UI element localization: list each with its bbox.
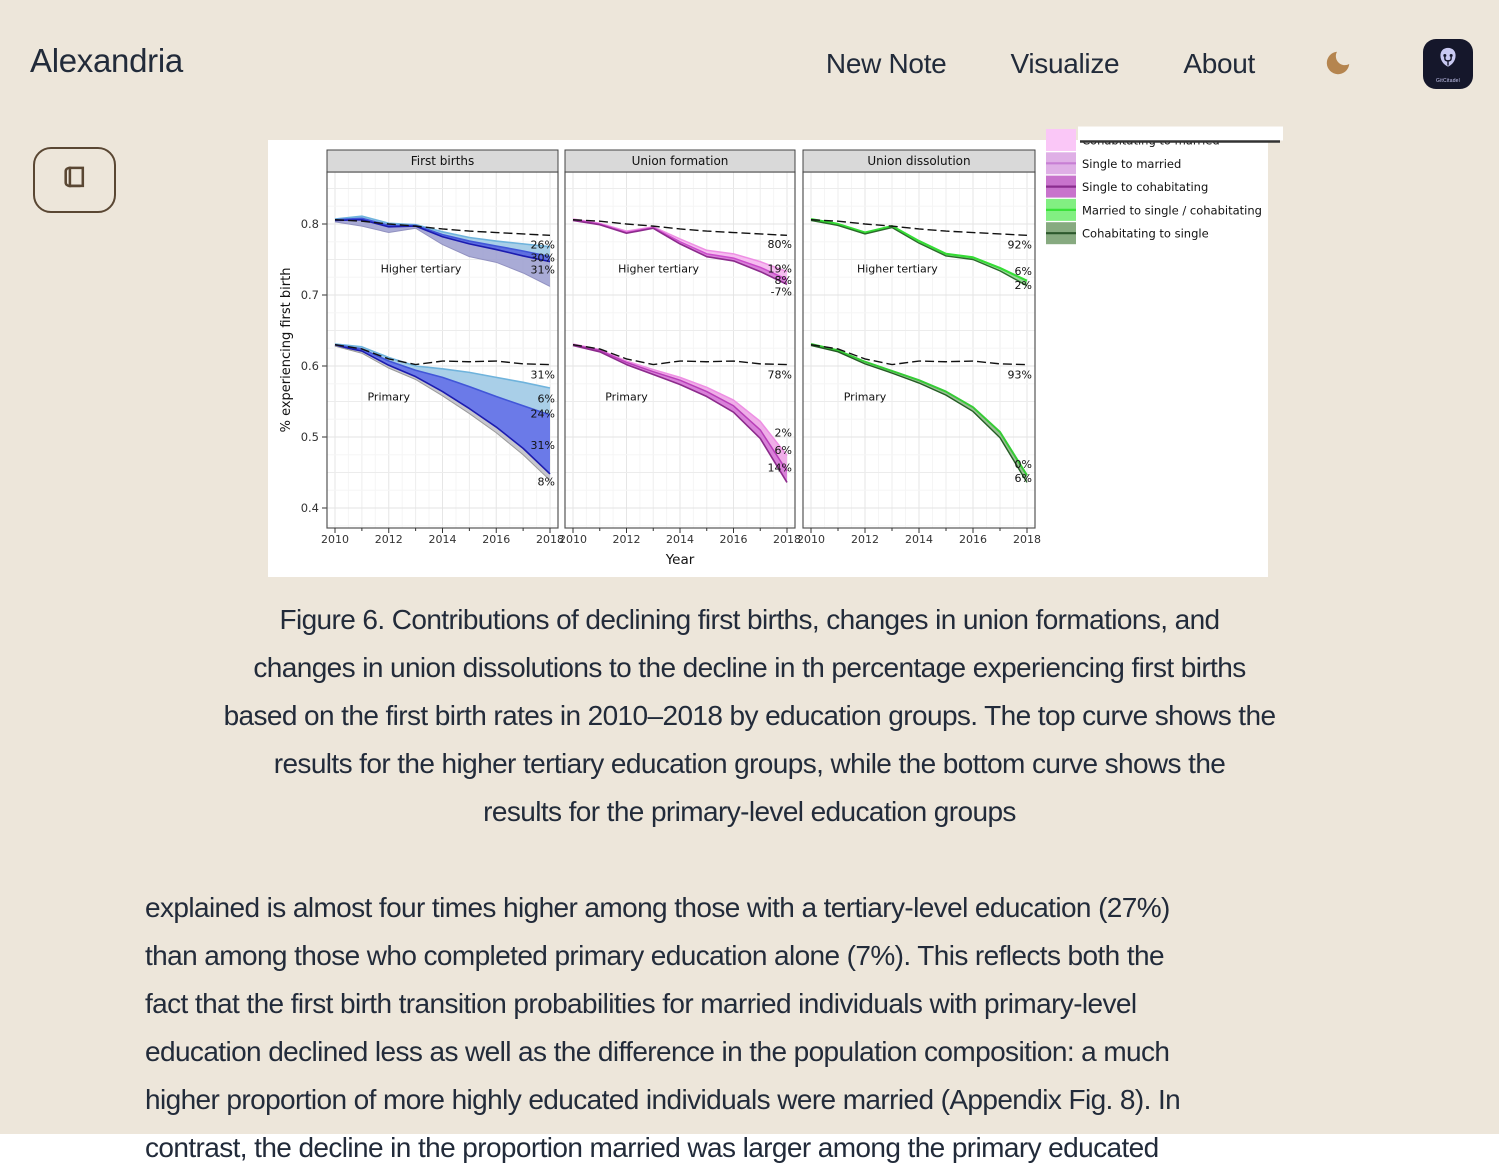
svg-text:78%: 78%	[767, 368, 792, 382]
svg-text:0.6: 0.6	[300, 359, 319, 373]
paragraph-line: fact that the first birth transition probabilities for married individuals with primary-level	[145, 988, 1137, 1019]
book-icon	[57, 161, 93, 200]
svg-text:2012: 2012	[851, 533, 879, 546]
svg-text:31%: 31%	[530, 368, 555, 382]
svg-text:Primary: Primary	[605, 390, 648, 404]
svg-text:19%: 19%	[767, 262, 792, 276]
nav-visualize[interactable]: Visualize	[1010, 48, 1120, 79]
paragraph-line: education declined less as well as the difference in the population composition: a much	[145, 1036, 1170, 1067]
svg-text:2016: 2016	[719, 533, 748, 546]
svg-text:2018: 2018	[1013, 533, 1041, 546]
svg-text:% experiencing first birth: % experiencing first birth	[279, 267, 294, 433]
svg-text:8%: 8%	[774, 274, 792, 288]
article-paragraph	[145, 884, 1180, 1172]
svg-text:2010: 2010	[321, 533, 349, 546]
svg-text:Union dissolution: Union dissolution	[867, 154, 971, 168]
app-title[interactable]: Alexandria	[30, 42, 183, 79]
svg-text:First births: First births	[410, 154, 475, 168]
gitcitadel-logo[interactable]	[1423, 39, 1473, 89]
figure-svg	[268, 140, 1268, 577]
caption-line: Figure 6. Contributions of declining first births, changes in union formations, and	[279, 604, 1220, 635]
svg-text:0.5: 0.5	[300, 430, 319, 444]
svg-text:24%: 24%	[530, 407, 555, 421]
svg-text:2012: 2012	[612, 533, 641, 546]
svg-text:2012: 2012	[374, 533, 403, 546]
caption-line: based on the first birth rates in 2010–2018 by education groups. The top curve shows the	[223, 700, 1276, 731]
reader-mode-button[interactable]	[33, 147, 116, 213]
svg-text:Married to single / cohabitati: Married to single / cohabitating	[1082, 203, 1262, 218]
svg-text:-7%: -7%	[770, 285, 792, 299]
caption-line: changes in union dissolutions to the decline in th percentage experiencing first births	[253, 652, 1246, 683]
svg-text:6%: 6%	[1014, 472, 1032, 486]
svg-text:0%: 0%	[1014, 457, 1032, 471]
svg-text:2016: 2016	[959, 533, 987, 546]
paragraph-line: contrast, the decline in the proportion married was larger among the primary educated	[145, 1132, 1159, 1163]
svg-text:2010: 2010	[559, 533, 587, 546]
logo-label: GitCitadel	[1436, 77, 1460, 84]
svg-text:Union formation: Union formation	[631, 154, 729, 168]
svg-text:92%: 92%	[1007, 238, 1032, 252]
svg-text:14%: 14%	[767, 461, 792, 475]
svg-text:Higher tertiary: Higher tertiary	[618, 262, 700, 276]
moon-icon	[1323, 47, 1353, 82]
svg-text:2014: 2014	[428, 533, 457, 546]
svg-text:0.4: 0.4	[300, 501, 319, 515]
svg-text:93%: 93%	[1007, 368, 1032, 382]
header-nav	[826, 36, 1473, 92]
figure-image	[268, 140, 1268, 577]
svg-text:30%: 30%	[530, 251, 555, 265]
svg-text:0.7: 0.7	[300, 288, 319, 302]
svg-text:Single to cohabitating: Single to cohabitating	[1082, 180, 1209, 195]
paragraph-line: than among those who completed primary education alone (7%). This reflects both the	[145, 940, 1164, 971]
svg-text:2%: 2%	[1014, 279, 1032, 293]
nav-about[interactable]: About	[1183, 48, 1255, 79]
svg-text:0.8: 0.8	[300, 217, 319, 231]
svg-text:6%: 6%	[537, 392, 555, 406]
svg-text:2014: 2014	[905, 533, 933, 546]
svg-text:2018: 2018	[536, 533, 564, 546]
caption-line: results for the higher tertiary education groups, while the bottom curve shows the	[273, 748, 1226, 779]
svg-text:6%: 6%	[1014, 264, 1032, 278]
svg-text:2014: 2014	[666, 533, 694, 546]
paragraph-line: higher proportion of more highly educated individuals were married (Appendix Fig. 8). In	[145, 1084, 1181, 1115]
svg-text:31%: 31%	[530, 438, 555, 452]
citadel-helmet-icon	[1434, 45, 1462, 78]
svg-text:Cohabitating to single: Cohabitating to single	[1082, 226, 1209, 241]
svg-text:Primary: Primary	[367, 390, 411, 404]
caption-line: results for the primary-level education groups	[483, 796, 1016, 827]
svg-text:2018: 2018	[773, 533, 801, 546]
svg-text:Higher tertiary: Higher tertiary	[380, 262, 462, 276]
svg-text:8%: 8%	[537, 475, 555, 489]
svg-text:31%: 31%	[530, 263, 555, 277]
paragraph-line: explained is almost four times higher among those with a tertiary-level education (27%)	[145, 892, 1170, 923]
svg-text:2016: 2016	[482, 533, 511, 546]
theme-toggle-button[interactable]	[1323, 47, 1353, 82]
svg-text:Year: Year	[665, 552, 695, 568]
svg-text:Primary: Primary	[843, 390, 887, 404]
svg-text:6%: 6%	[774, 443, 792, 457]
nav-new-note[interactable]: New Note	[825, 48, 947, 79]
svg-text:2010: 2010	[797, 533, 825, 546]
svg-text:80%: 80%	[767, 237, 792, 251]
svg-text:Higher tertiary: Higher tertiary	[856, 262, 938, 276]
svg-text:2%: 2%	[774, 426, 792, 440]
svg-text:26%: 26%	[530, 238, 555, 252]
figure-caption	[0, 596, 1499, 836]
svg-text:Single to married: Single to married	[1082, 156, 1182, 171]
